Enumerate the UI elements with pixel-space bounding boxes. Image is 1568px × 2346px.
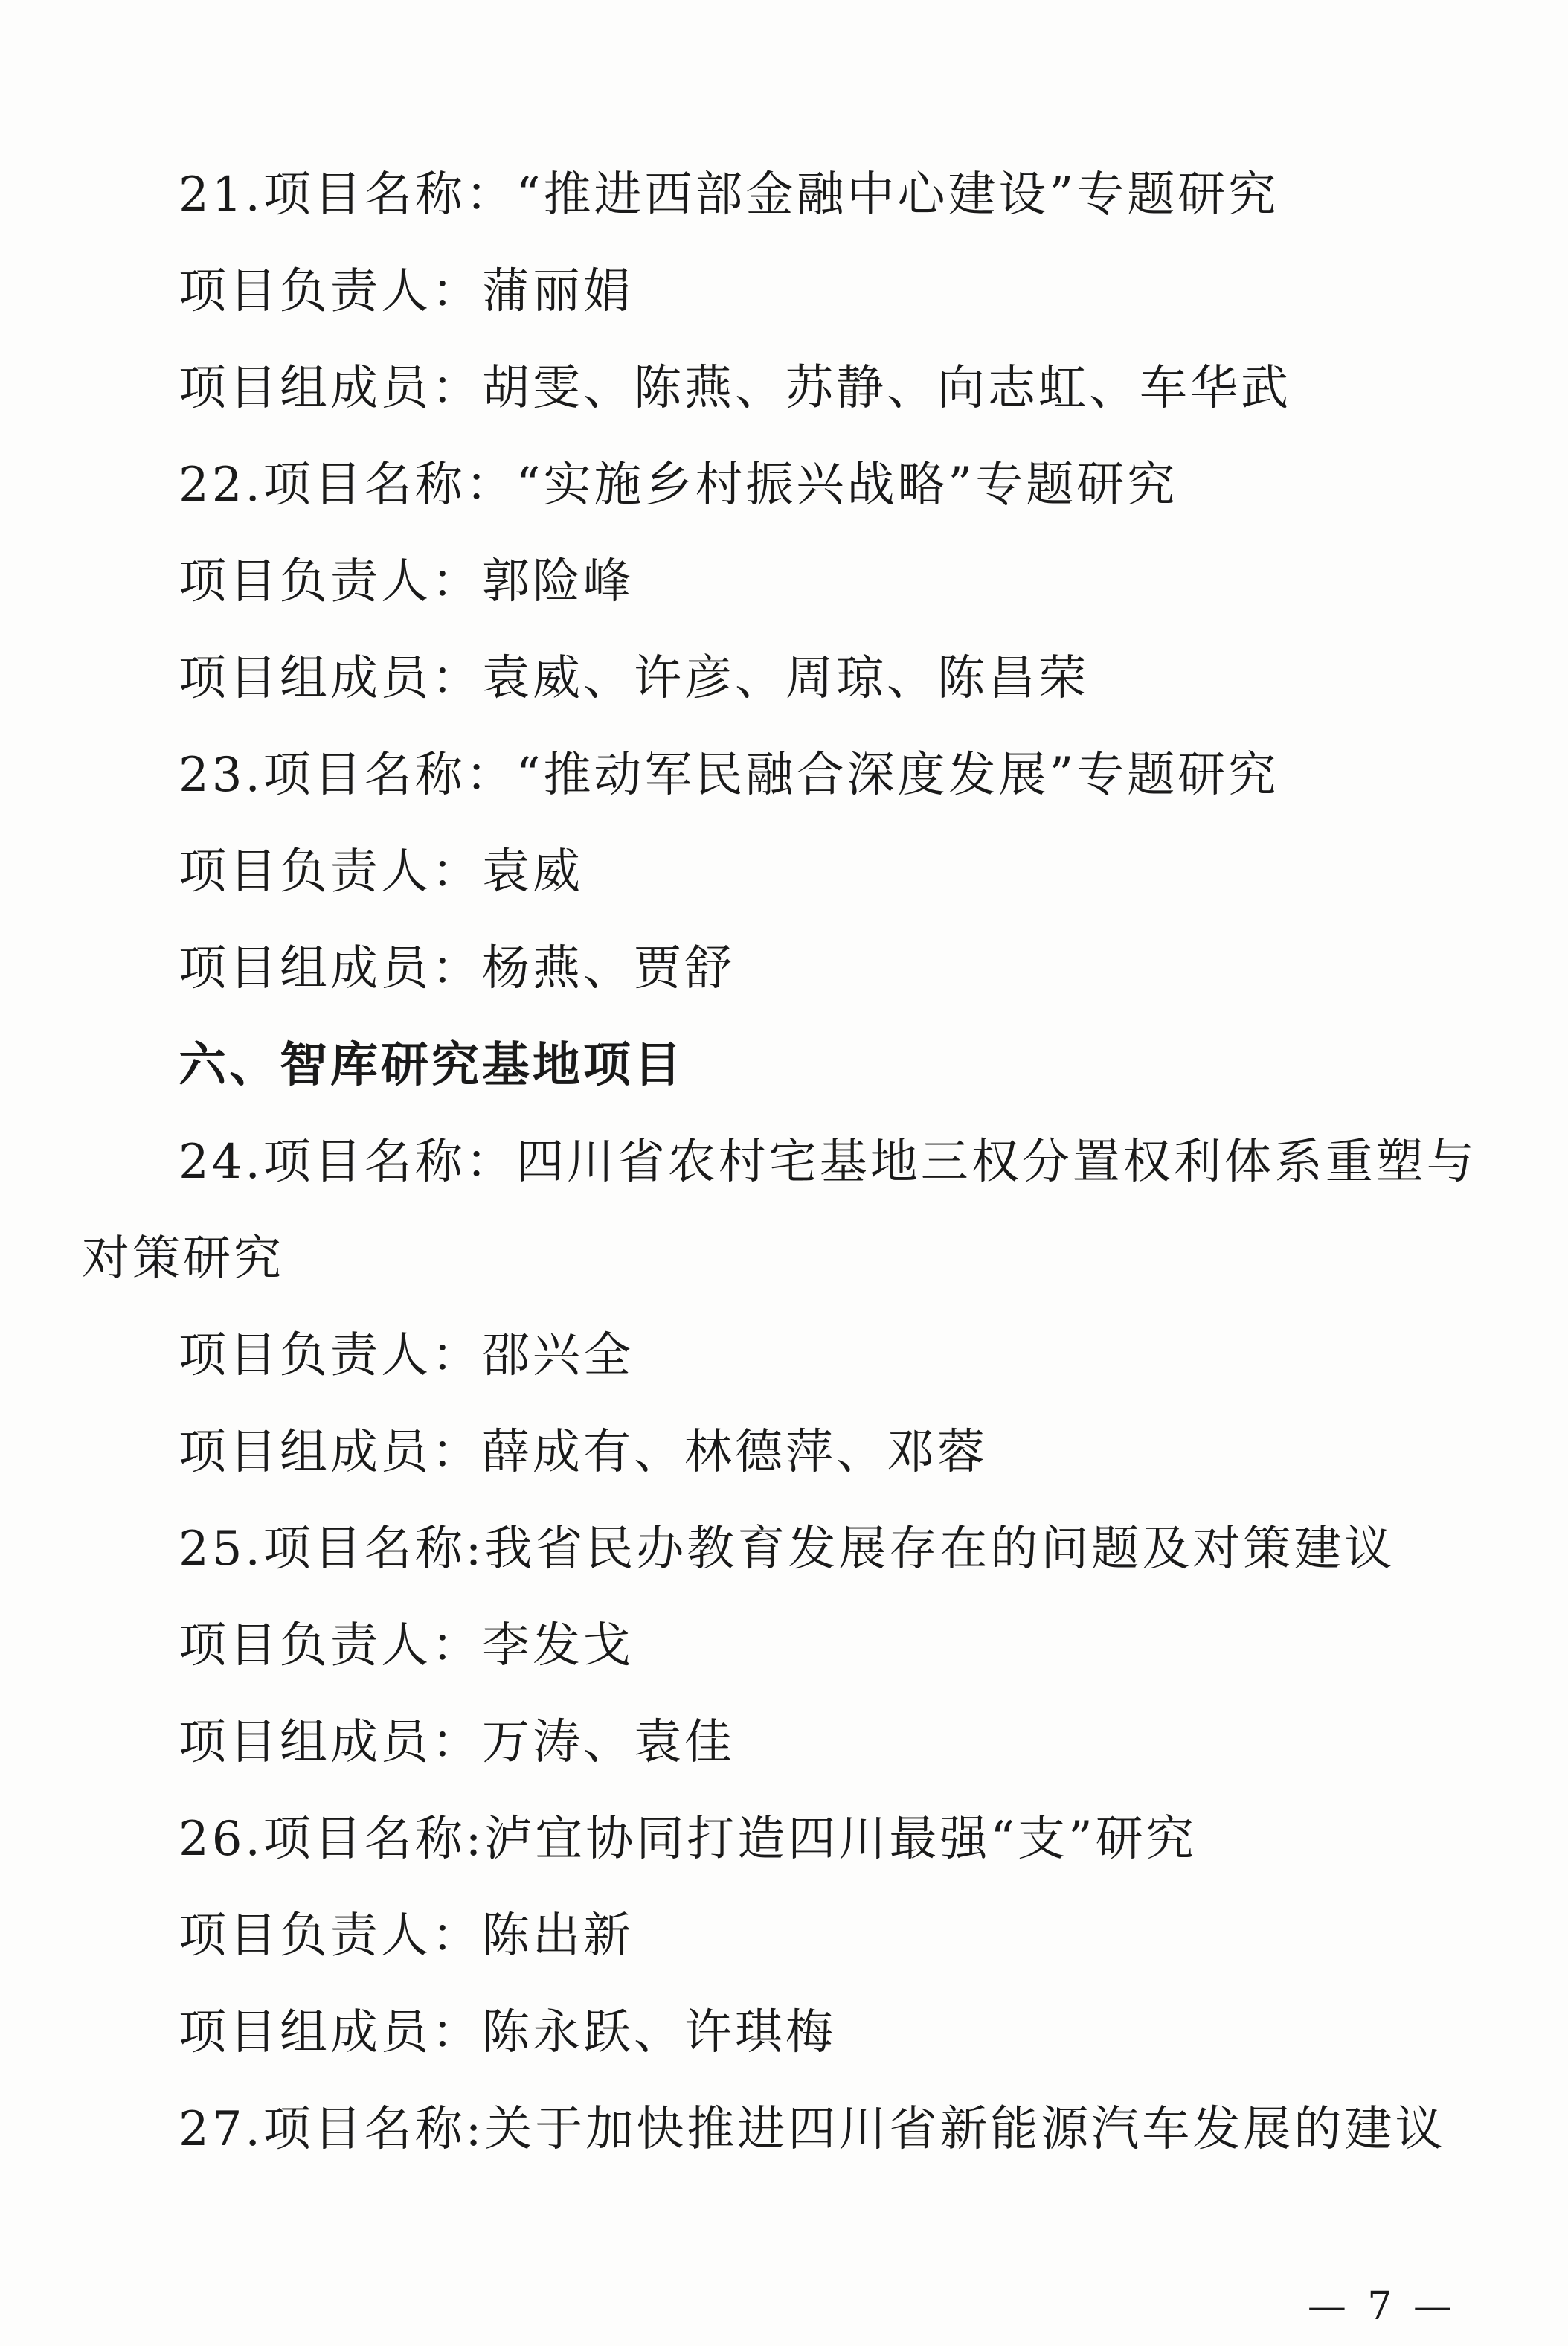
project-22-name: 22.项目名称：“实施乡村振兴战略”专题研究 <box>179 458 1178 513</box>
project-21-leader: 项目负责人：蒲丽娟 <box>179 264 634 319</box>
project-21-members: 项目组成员：胡雯、陈燕、苏静、向志虹、车华武 <box>179 361 1291 416</box>
project-24-leader: 项目负责人：邵兴全 <box>179 1328 634 1383</box>
project-22-leader: 项目负责人：郭险峰 <box>179 554 634 609</box>
project-23-members: 项目组成员：杨燕、贾舒 <box>179 941 735 996</box>
project-21-name: 21.项目名称：“推进西部金融中心建设”专题研究 <box>179 167 1279 222</box>
project-25-members: 项目组成员：万涛、袁佳 <box>179 1715 735 1770</box>
project-25-leader: 项目负责人：李发戈 <box>179 1618 634 1673</box>
project-24-members: 项目组成员：薛成有、林德萍、邓蓉 <box>179 1425 988 1480</box>
project-22-members: 项目组成员：袁威、许彦、周琼、陈昌荣 <box>179 651 1089 706</box>
project-25-name: 25.项目名称:我省民办教育发展存在的问题及对策建议 <box>179 1522 1395 1577</box>
project-23-name: 23.项目名称：“推动军民融合深度发展”专题研究 <box>179 748 1279 803</box>
project-24-name: 24.项目名称：四川省农村宅基地三权分置权利体系重塑与 <box>179 1135 1477 1190</box>
page-number: — 7 — <box>1307 2284 1456 2329</box>
project-27-name: 27.项目名称:关于加快推进四川省新能源汽车发展的建议 <box>179 2102 1446 2157</box>
project-23-leader: 项目负责人：袁威 <box>179 845 583 900</box>
section-heading: 六、智库研究基地项目 <box>179 1037 684 1093</box>
project-26-members: 项目组成员：陈永跃、许琪梅 <box>179 2005 836 2060</box>
project-26-leader: 项目负责人：陈出新 <box>179 1908 634 1964</box>
project-26-name: 26.项目名称:泸宜协同打造四川最强“支”研究 <box>179 1812 1197 1867</box>
project-24-name-continued: 对策研究 <box>82 1231 284 1286</box>
